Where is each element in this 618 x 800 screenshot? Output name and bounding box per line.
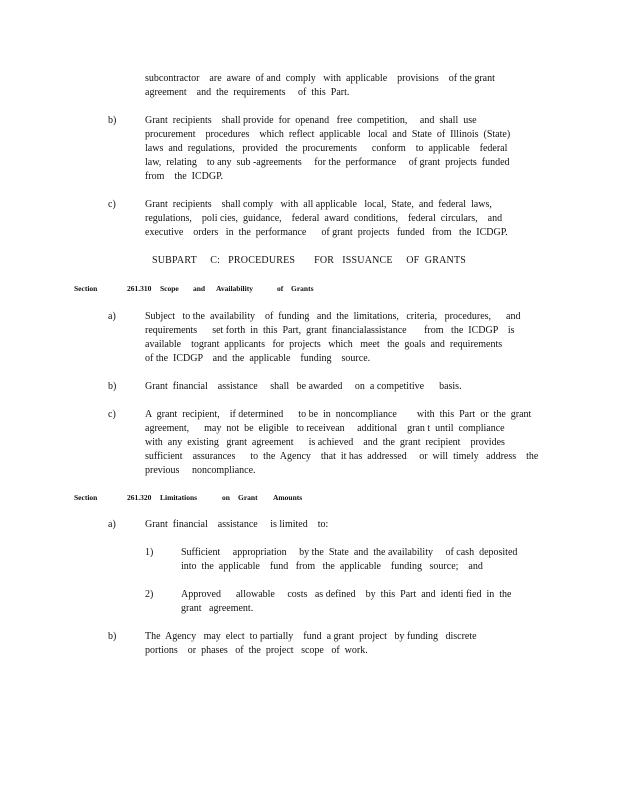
text-line: available togrant applicants for projects which meet the goals and requirements <box>145 339 503 350</box>
section-label: Section <box>74 493 98 502</box>
text-line: subcontractor are aware of and comply with applicable provisions of the grant <box>145 73 495 84</box>
subitem-marker: 2) <box>145 589 154 600</box>
section-title-word: Grant <box>238 493 258 502</box>
text-line: grant agreement. <box>181 603 254 614</box>
section-number: 261.320 <box>127 493 152 502</box>
text-line: agreement and the requirements of this Part. <box>145 87 350 98</box>
text-line: Grant recipients shall provide for openand free competition, and shall use <box>145 115 477 126</box>
text-line: Sufficient appropriation by the State and the availability of cash deposited <box>181 547 518 558</box>
section-title-word: Scope <box>160 284 179 293</box>
text-line: laws and regulations, provided the procurements conform to applicable federal <box>145 143 508 154</box>
text-line: previous noncompliance. <box>145 465 256 476</box>
section-title-word: of <box>277 284 284 293</box>
text-line: Grant financial assistance shall be awarded on a competitive basis. <box>145 381 462 392</box>
text-line: requirements set forth in this Part, grant financialassistance from the ICDGP is <box>145 325 515 336</box>
paragraph-marker: b) <box>108 115 117 126</box>
text-line: agreement, may not be eligible to receivean additional gran t until compliance <box>145 423 505 434</box>
paragraph-marker: a) <box>108 311 116 322</box>
text-line: Grant recipients shall comply with all applicable local, State, and federal laws, <box>145 199 492 210</box>
text-line: A grant recipient, if determined to be in noncompliance with this Part or the grant <box>145 409 532 420</box>
text-line: Subject to the availability of funding and the limitations, criteria, procedures, and <box>145 311 521 322</box>
subitem-marker: 1) <box>145 547 154 558</box>
text-line: into the applicable fund from the applicable funding source; and <box>181 561 483 572</box>
section-title-word: on <box>222 493 230 502</box>
text-line: portions or phases of the project scope of work. <box>145 645 368 656</box>
paragraph-marker: c) <box>108 199 116 210</box>
paragraph-marker: b) <box>108 631 117 642</box>
text-line: from the ICDGP. <box>145 171 224 182</box>
subpart-heading: SUBPART C: PROCEDURES FOR ISSUANCE OF GRANTS <box>152 255 467 266</box>
text-line: Approved allowable costs as defined by this Part and identi fied in the <box>181 589 512 600</box>
section-number: 261.310 <box>127 284 152 293</box>
section-title-word: Amounts <box>273 493 303 502</box>
section-title-word: Limitations <box>160 493 198 502</box>
text-line: of the ICDGP and the applicable funding source. <box>145 353 371 364</box>
section-title-word: and <box>193 284 206 293</box>
text-line: regulations, poli cies, guidance, federal award conditions, federal circulars, and <box>145 213 503 224</box>
section-label: Section <box>74 284 98 293</box>
text-line: procurement procedures which reflect applicable local and State of Illinois (State) <box>145 129 511 140</box>
text-line: sufficient assurances to the Agency that it has addressed or will timely address the <box>145 451 539 462</box>
section-title-word: Availability <box>216 284 253 293</box>
text-line: with any existing grant agreement is achieved and the grant recipient provides <box>145 437 505 448</box>
text-line: executive orders in the performance of grant projects funded from the ICDGP. <box>145 227 508 238</box>
paragraph-marker: a) <box>108 519 116 530</box>
paragraph-marker: b) <box>108 381 117 392</box>
section-title-word: Grants <box>291 284 314 293</box>
paragraph-marker: c) <box>108 409 116 420</box>
text-line: law, relating to any sub -agreements for the performance of grant projects funded <box>145 157 510 168</box>
text-line: The Agency may elect to partially fund a grant project by funding discrete <box>145 631 477 642</box>
text-line: Grant financial assistance is limited to: <box>145 519 329 530</box>
